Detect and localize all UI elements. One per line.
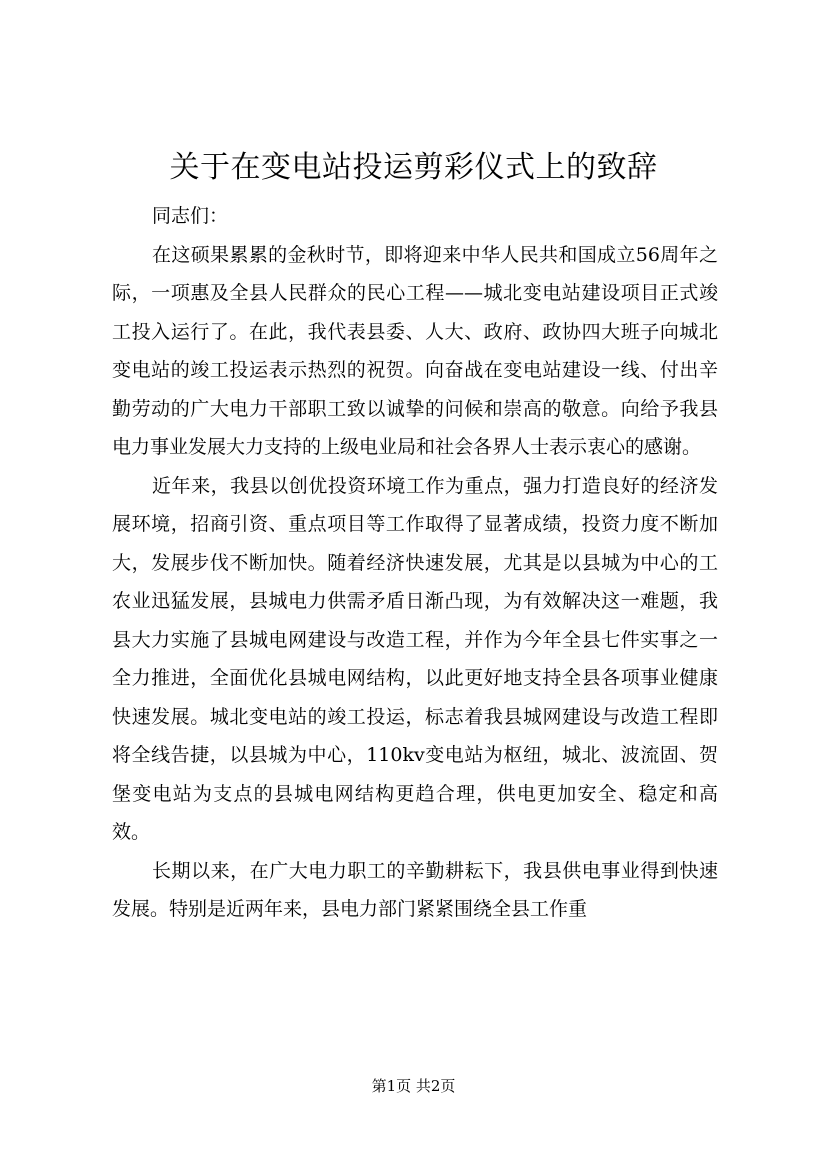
document-title: 关于在变电站投运剪彩仪式上的致辞 bbox=[169, 150, 658, 185]
page-number-footer: 第1页 共2页 bbox=[371, 1077, 456, 1095]
paragraph-1: 在这硕果累累的金秋时节，即将迎来中华人民共和国成立56周年之际，一项惠及全县人民群众的民心工程——城北变电站建设项目正式竣工投入运行了。在此，我代表县委、人大、政府、政协四大班子向城北变电站的竣工投运表示热烈的祝贺。向奋战在变电站建设一线、付出辛勤劳动的广大电力干部职工致以诚挚的问候和崇高的敬意。向给予我县电力事业发展大力支持的上级电业局和社会各界人士表示衷心的感谢。 bbox=[112, 243, 718, 458]
salutation: 同志们： bbox=[152, 205, 229, 227]
document-body bbox=[112, 197, 718, 929]
paragraph-3: 长期以来，在广大电力职工的辛勤耕耘下，我县供电事业得到快速发展。特别是近两年来，县电力部门紧紧围绕全县工作重 bbox=[112, 859, 718, 920]
paragraph-2: 近年来，我县以创优投资环境工作为重点，强力打造良好的经济发展环境，招商引资、重点项目等工作取得了显著成绩，投资力度不断加大，发展步伐不断加快。随着经济快速发展，尤其是以县城为中心的工农业迅猛发展，县城电力供需矛盾日渐凸现，为有效解决这一难题，我县大力实施了县城电网建设与改造工程，并作为今年全县七件实事之一全力推进，全面优化县城电网结构，以此更好地支持全县各项事业健康快速发展。城北变电站的竣工投运，标志着我县城网建设与改造工程即将全线告捷，以县城为中心，110kv变电站为枢纽，城北、波流固、贺堡变电站为支点的县城电网结构更趋合理，供电更加安全、稳定和高效。 bbox=[112, 474, 718, 843]
